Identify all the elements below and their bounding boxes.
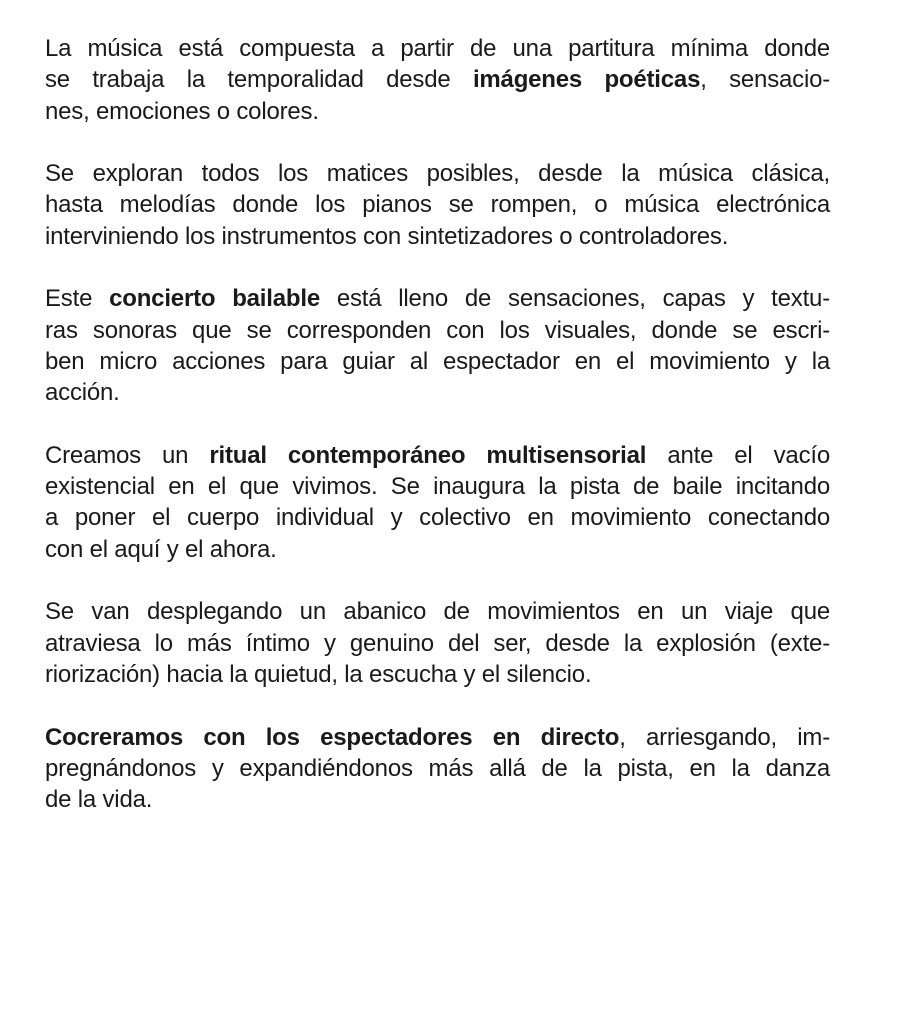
paragraph: [45, 596, 830, 690]
text-run: ras sonoras que se corresponden con los visuales, donde se escri-: [45, 316, 830, 344]
text-run: interviniendo los instrumentos con sintetizadores o controladores.: [45, 222, 729, 250]
text-run: con el aquí y el ahora.: [45, 535, 277, 563]
text-line: [45, 158, 830, 189]
text-run: , sensacio-: [700, 66, 831, 94]
text-line: [45, 64, 830, 95]
bold-phrase: ritual contemporáneo multisensorial: [209, 441, 647, 469]
text-line: [45, 33, 830, 64]
paragraph: [45, 283, 830, 408]
text-run: La música está compuesta a partir de una partitura mínima donde: [45, 35, 830, 62]
text-line: [45, 784, 830, 815]
text-run: acción.: [45, 379, 120, 407]
document-body: [45, 33, 830, 847]
text-line: [45, 753, 830, 784]
bold-phrase: Cocreramos con los espectadores en directo: [45, 723, 620, 751]
text-run: a poner el cuerpo individual y colectivo en movimiento conectando: [45, 504, 830, 532]
text-line: [45, 596, 830, 627]
text-run: nes, emociones o colores.: [45, 97, 319, 125]
bold-phrase: concierto bailable: [109, 285, 320, 313]
text-line: [45, 377, 830, 408]
text-run: pregnándonos y expandiéndonos más allá de la pista, en la danza: [45, 754, 830, 782]
paragraph: [45, 722, 830, 816]
text-line: [45, 221, 830, 252]
text-line: [45, 96, 830, 127]
text-run: Este: [45, 285, 110, 313]
text-line: [45, 346, 830, 377]
text-run: Se van desplegando un abanico de movimientos en un viaje que: [45, 598, 830, 626]
paragraph: [45, 158, 830, 252]
text-line: [45, 283, 830, 314]
text-run: atraviesa lo más íntimo y genuino del ser, desde la explosión (exte-: [45, 629, 830, 657]
text-run: está lleno de sensaciones, capas y textu-: [319, 285, 830, 313]
text-line: [45, 722, 830, 753]
text-line: [45, 534, 830, 565]
text-run: , arriesgando, im-: [619, 723, 830, 751]
text-run: riorización) hacia la quietud, la escucha y el silencio.: [45, 660, 592, 688]
text-run: Creamos un: [45, 441, 210, 469]
text-run: se trabaja la temporalidad desde: [45, 66, 473, 94]
paragraph: [45, 33, 830, 127]
text-run: de la vida.: [45, 786, 153, 814]
text-run: ben micro acciones para guiar al espectador en el movimiento y la: [45, 347, 830, 375]
text-run: Se exploran todos los matices posibles, desde la música clásica,: [45, 160, 830, 188]
text-run: existencial en el que vivimos. Se inaugura la pista de baile incitando: [45, 473, 830, 501]
text-line: [45, 628, 830, 659]
text-line: [45, 659, 830, 690]
bold-phrase: imágenes poéticas: [472, 66, 701, 94]
text-run: ante el vacío: [646, 441, 830, 469]
text-line: [45, 471, 830, 502]
text-line: [45, 440, 830, 471]
text-line: [45, 502, 830, 533]
paragraph: [45, 440, 830, 565]
text-line: [45, 315, 830, 346]
text-run: hasta melodías donde los pianos se rompen, o música electrónica: [45, 191, 830, 219]
text-line: [45, 189, 830, 220]
